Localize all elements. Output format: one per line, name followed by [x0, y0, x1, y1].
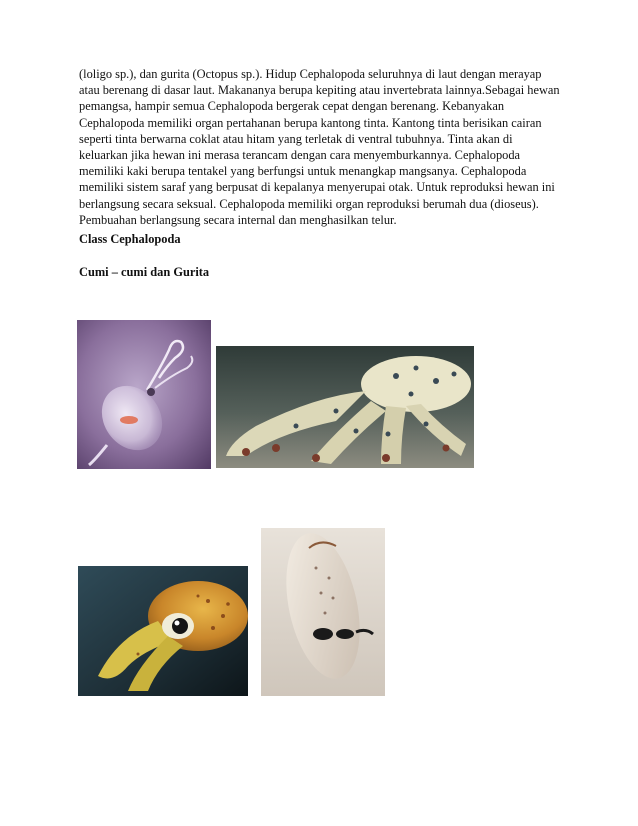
paragraph-line: pemangsa, hampir semua Cephalopoda bergerak cepat dengan berenang. Kebanyakan [79, 99, 505, 114]
paragraph-line: keluarkan jika hewan ini merasa terancam dengan cara menyemburkannya. Cephalopoda [79, 148, 521, 163]
paragraph-line: Cephalopoda memiliki organ pertahanan berupa kantong tinta. Kantong tinta berisikan cairan [79, 115, 542, 130]
paragraph-line: memiliki sistem saraf yang berpusat di kepalanya menyerupai otak. Untuk reproduksi hewan ini [79, 180, 555, 195]
spotted-octopus-photo [216, 346, 474, 468]
transparent-squid-photo [77, 320, 211, 469]
bobtail-squid-photo [78, 566, 248, 696]
paragraph-line: (loligo sp.), dan gurita (Octopus sp.). Hidup Cephalopoda seluruhnya di laut dengan merayap [79, 67, 542, 81]
cuttlefish-photo [261, 528, 385, 696]
paragraph-line: atau berenang di dasar laut. Makananya berupa kepiting atau invertebrata lainnya.Sebagai hewan [79, 83, 560, 98]
paragraph-line: berlangsung secara seksual. Cephalopoda memiliki organ reproduksi berumah dua (dioseus). [79, 196, 539, 211]
class-heading: Class Cephalopoda [79, 232, 181, 246]
section-subheading: Cumi – cumi dan Gurita [79, 265, 210, 279]
paragraph-line: Pembuahan berlangsung secara internal dan menghasilkan telur. [79, 212, 397, 227]
body-paragraph [79, 66, 571, 228]
paragraph-line: memiliki kaki berupa tentakel yang berfungsi untuk menangkap mangsanya. Cephalopoda [79, 164, 527, 179]
paragraph-line: seperti tinta berwarna coklat atau hitam yang terletak di ventral tubuhnya. Tinta akan di [79, 131, 513, 146]
